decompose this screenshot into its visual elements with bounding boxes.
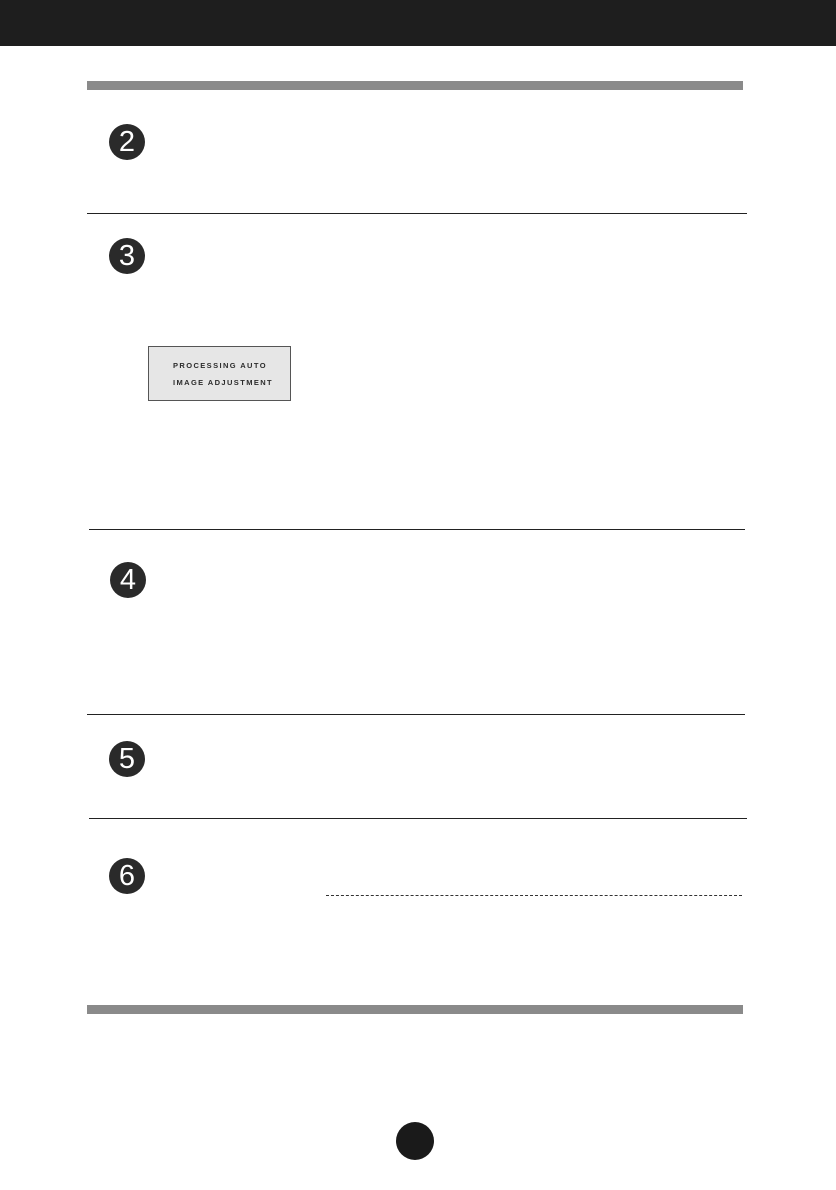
top-banner (0, 0, 836, 46)
osd-message-line-1: PROCESSING AUTO (173, 361, 267, 370)
dashed-rule (326, 895, 742, 896)
divider-3 (87, 714, 745, 715)
step-5-number: 5 (118, 743, 136, 775)
divider-2 (89, 529, 745, 530)
step-4-badge (110, 562, 146, 598)
osd-message-box (148, 346, 291, 401)
step-4-number: 4 (119, 564, 137, 596)
step-2-badge (109, 124, 145, 160)
step-5-badge (109, 741, 145, 777)
divider-1 (87, 213, 747, 214)
divider-4 (89, 818, 747, 819)
step-3-badge (109, 238, 145, 274)
osd-message-line-2: IMAGE ADJUSTMENT (173, 378, 274, 387)
top-section-rule (87, 81, 743, 90)
bottom-section-rule (87, 1005, 743, 1014)
step-6-badge (109, 858, 145, 894)
step-3-number: 3 (118, 240, 136, 272)
step-2-number: 2 (118, 126, 136, 158)
page-number-dot (396, 1122, 434, 1160)
step-6-number: 6 (118, 860, 136, 892)
